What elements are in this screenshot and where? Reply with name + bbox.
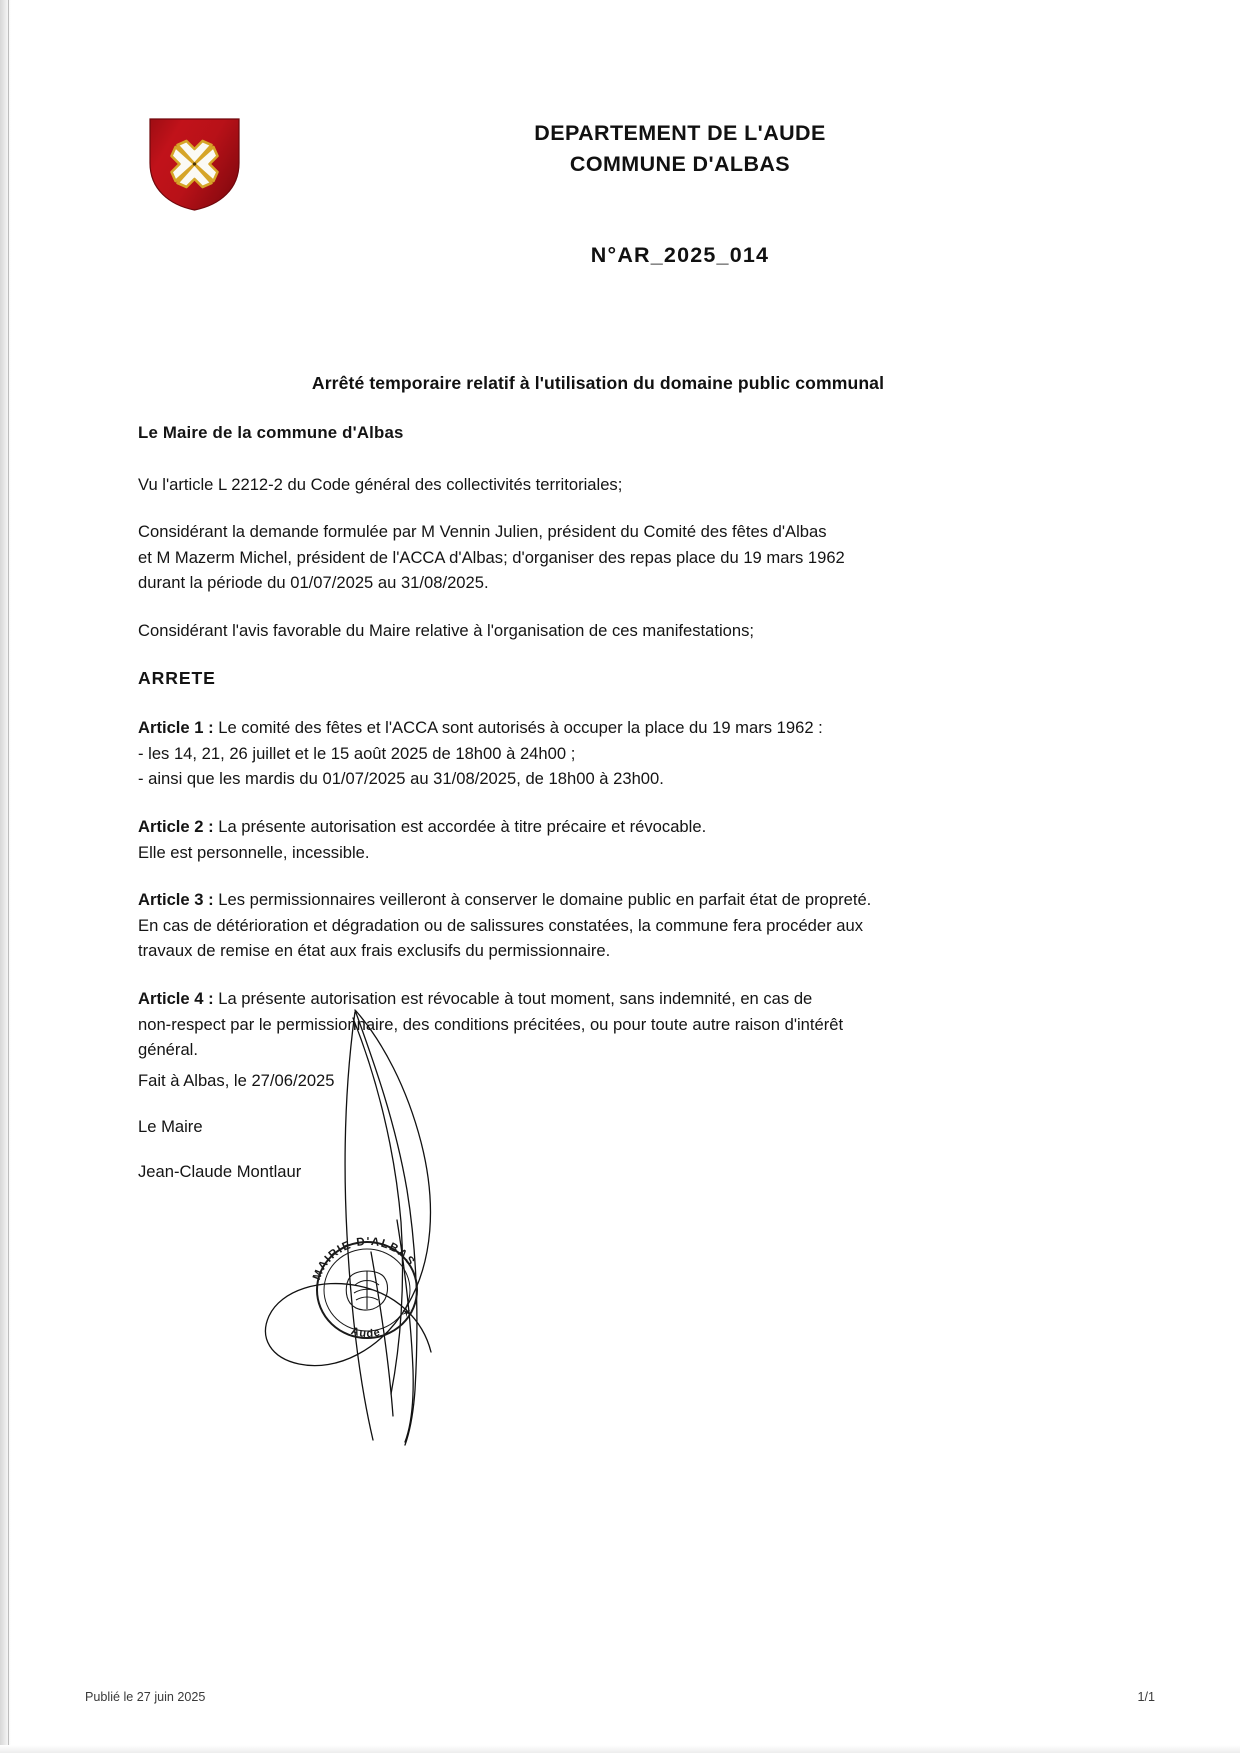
scan-edge-artifact xyxy=(0,0,11,1753)
considerant-clause-1 xyxy=(138,519,1063,596)
svg-text:Aude: Aude xyxy=(349,1325,383,1341)
page-footer xyxy=(85,1690,1155,1704)
article-2-label: Article 2 : xyxy=(138,816,214,836)
article-2-line-2: Elle est personnelle, incessible. xyxy=(138,842,370,862)
vu-clause: Vu l'article L 2212-2 du Code général des collectivités territoriales; xyxy=(138,474,623,494)
signature-role: Le Maire xyxy=(138,1116,203,1136)
article-1-line-2: - les 14, 21, 26 juillet et le 15 août 2025 de 18h00 à 24h00 ; xyxy=(138,743,576,763)
article-4-line-2: non-respect par le permissionnaire, des conditions précitées, ou pour toute autre raison d'intérêt xyxy=(138,1014,844,1034)
municipal-stamp xyxy=(300,1225,435,1355)
article-4 xyxy=(138,986,1063,1063)
article-1-line-1: Le comité des fêtes et l'ACCA sont autorisés à occuper la place du 19 mars 1962 : xyxy=(213,718,823,738)
article-4-label: Article 4 : xyxy=(138,988,214,1008)
article-3-line-1: Les permissionnaires veilleront à conserver le domaine public en parfait état de propreté. xyxy=(213,890,872,910)
article-1-label: Article 1 : xyxy=(138,718,214,738)
considerant-1-line-1: Considérant la demande formulée par M Vennin Julien, président du Comité des fêtes d'Albas xyxy=(138,522,827,542)
document-title: Arrêté temporaire relatif à l'utilisation du domaine public communal xyxy=(311,373,885,393)
article-3-line-3: travaux de remise en état aux frais exclusifs du permissionnaire. xyxy=(138,941,611,961)
header-titles xyxy=(300,118,1060,180)
considerant-1-line-3: durant la période du 01/07/2025 au 31/08/2025. xyxy=(138,573,489,593)
coat-of-arms-icon xyxy=(148,117,241,212)
considerant-clause-2: Considérant l'avis favorable du Maire relative à l'organisation de ces manifestations; xyxy=(138,620,755,640)
footer-page-number: 1/1 xyxy=(1137,1690,1155,1704)
signature-name: Jean-Claude Montlaur xyxy=(138,1162,302,1182)
arrete-number: N°AR_2025_014 xyxy=(590,243,770,267)
article-4-line-1: La présente autorisation est révocable à tout moment, sans indemnité, en cas de xyxy=(213,988,813,1008)
article-4-line-3: général. xyxy=(138,1040,198,1060)
svg-text:✶: ✶ xyxy=(401,1305,412,1320)
scan-edge-line xyxy=(8,0,9,1753)
scan-bottom-artifact xyxy=(0,1745,1240,1753)
article-3 xyxy=(138,887,1063,964)
article-1-line-3: - ainsi que les mardis du 01/07/2025 au 31/08/2025, de 18h00 à 23h00. xyxy=(138,769,664,789)
article-3-line-2: En cas de détérioration et dégradation ou de salissures constatées, la commune fera procéder aux xyxy=(138,915,864,935)
svg-text:MAIRIE D'ALBAS: MAIRIE D'ALBAS xyxy=(310,1235,418,1282)
signature-place-date: Fait à Albas, le 27/06/2025 xyxy=(138,1071,335,1090)
considerant-1-line-2: et M Mazerm Michel, président de l'ACCA d'Albas; d'organiser des repas place du 19 mars 1962 xyxy=(138,547,845,567)
signature-block xyxy=(138,1068,335,1185)
article-1 xyxy=(138,715,1063,792)
article-2 xyxy=(138,814,1063,865)
article-3-label: Article 3 : xyxy=(138,890,214,910)
department-title: DEPARTEMENT DE L'AUDE xyxy=(534,121,826,145)
issuing-authority: Le Maire de la commune d'Albas xyxy=(138,423,404,442)
arrete-keyword: ARRETE xyxy=(138,667,216,688)
article-2-line-1: La présente autorisation est accordée à titre précaire et révocable. xyxy=(213,816,707,836)
footer-published: Publié le 27 juin 2025 xyxy=(85,1690,206,1704)
commune-title: COMMUNE D'ALBAS xyxy=(569,152,791,176)
document-body xyxy=(138,420,1063,1085)
